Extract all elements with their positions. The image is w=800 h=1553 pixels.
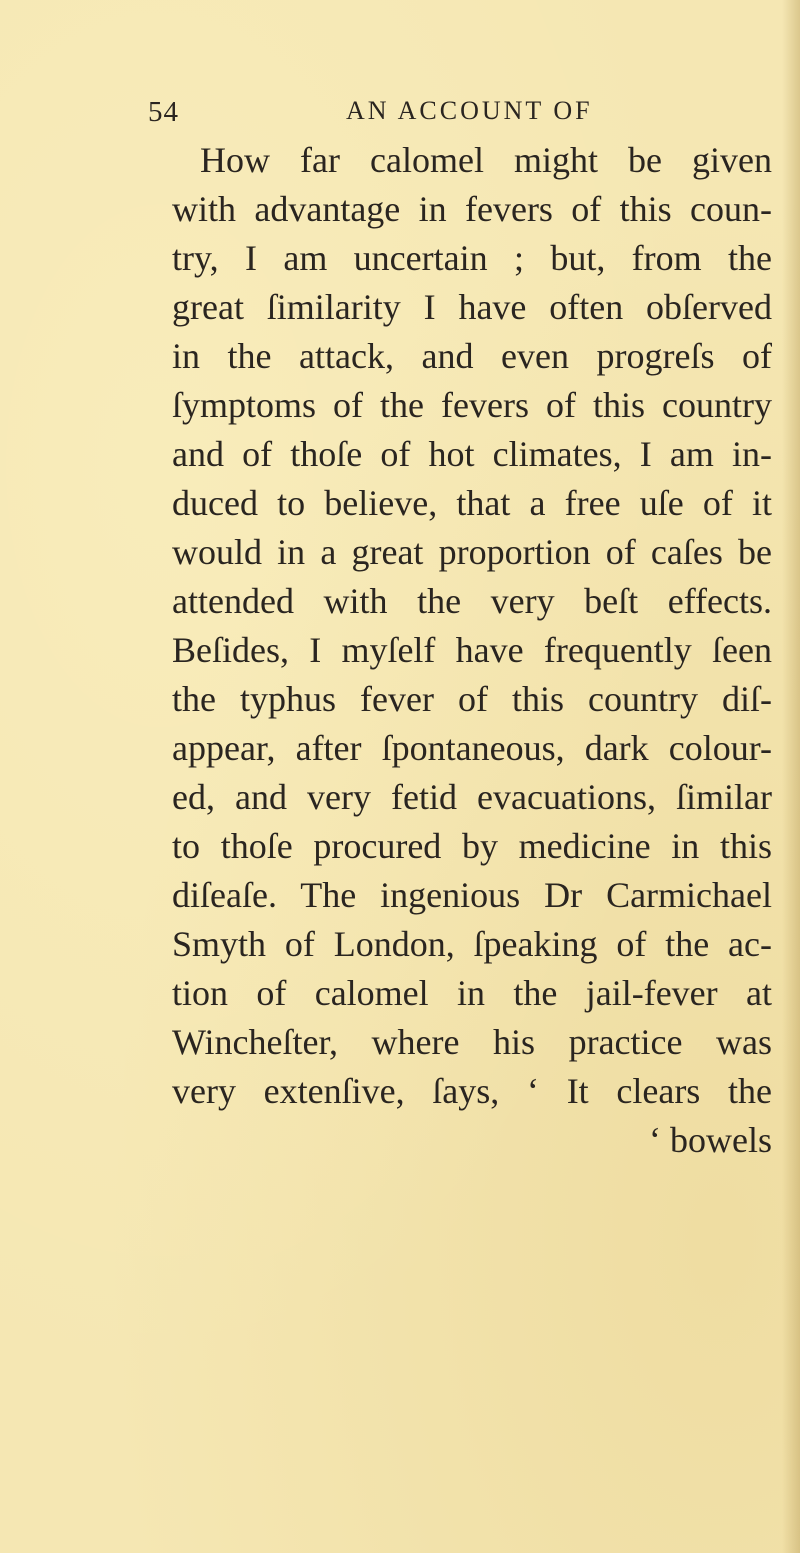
- text-line: Beſides, I myſelf have frequently ſeen: [172, 630, 772, 670]
- text-line: ed, and very fetid evacuations, ſimilar: [172, 777, 772, 817]
- text-line: diſeaſe. The ingenious Dr Carmichael: [172, 875, 772, 915]
- text-line: with advantage in fevers of this coun-: [172, 189, 772, 229]
- running-title: AN ACCOUNT OF: [346, 96, 593, 125]
- text-line: to thoſe procured by medicine in this: [172, 826, 772, 866]
- body-text: [172, 136, 772, 1165]
- text-line: How far calomel might be given: [200, 140, 772, 180]
- catchword: ‘ bowels: [649, 1120, 772, 1160]
- page-edge-shadow: [782, 0, 800, 1553]
- text-line: the typhus fever of this country diſ-: [172, 679, 772, 719]
- text-line: Smyth of London, ſpeaking of the ac-: [172, 924, 772, 964]
- text-line: tion of calomel in the jail-fever at: [172, 973, 772, 1013]
- text-line: and of thoſe of hot climates, I am in-: [172, 434, 772, 474]
- text-line: try, I am uncertain ; but, from the: [172, 238, 772, 278]
- page-number: 54: [148, 96, 179, 128]
- text-line: great ſimilarity I have often obſerved: [172, 287, 772, 327]
- text-line: ſymptoms of the fevers of this country: [172, 385, 772, 425]
- page-header: [0, 96, 800, 136]
- text-line: attended with the very beſt effects.: [172, 581, 772, 621]
- text-line: Wincheſter, where his practice was: [172, 1022, 772, 1062]
- text-line: duced to believe, that a free uſe of it: [172, 483, 772, 523]
- text-line: in the attack, and even progreſs of: [172, 336, 772, 376]
- text-line: would in a great proportion of caſes be: [172, 532, 772, 572]
- text-line: very extenſive, ſays, ‘ It clears the: [172, 1071, 772, 1111]
- text-line: appear, after ſpontaneous, dark colour-: [172, 728, 772, 768]
